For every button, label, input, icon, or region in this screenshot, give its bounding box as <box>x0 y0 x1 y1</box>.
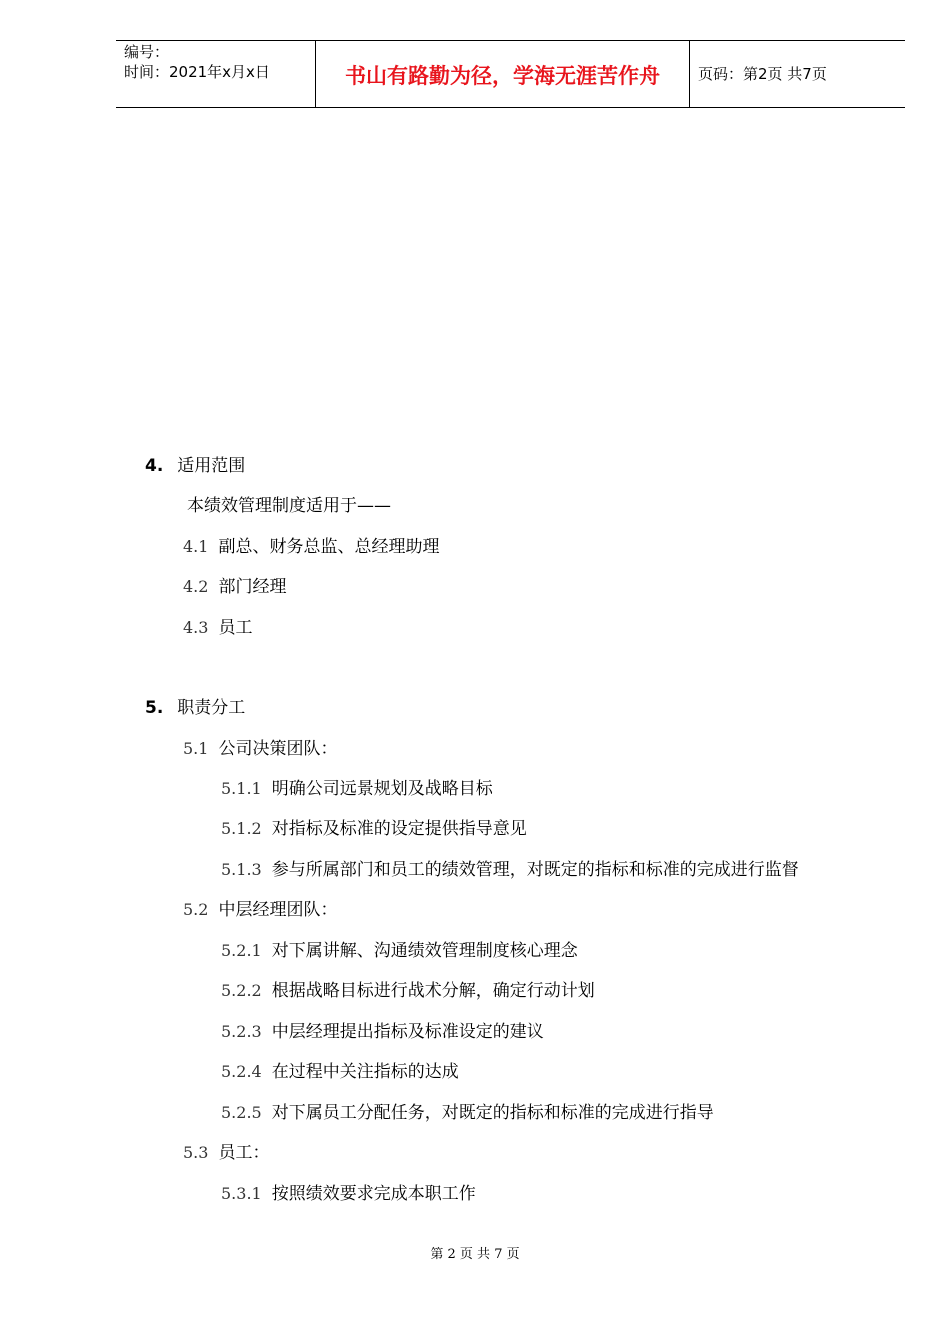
item-text: 对指标及标准的设定提供指导意见 <box>271 819 527 839</box>
item-text: 明确公司远景规划及战略目标 <box>271 779 493 799</box>
item-text: 根据战略目标进行战术分解，确定行动计划 <box>271 981 595 1001</box>
item-number: 5.2.1 <box>221 941 262 960</box>
subsection-heading <box>183 738 337 760</box>
section-4-heading <box>145 455 245 477</box>
item-text: 对下属员工分配任务，对既定的指标和标准的完成进行指导 <box>271 1103 714 1123</box>
motto-text: 书山有路勤为径，学海无涯苦作舟 <box>345 63 660 88</box>
item-text: 副总、财务总监、总经理助理 <box>218 537 440 557</box>
list-item <box>183 536 439 558</box>
item-number: 5.2.5 <box>221 1103 262 1122</box>
item-text: 参与所属部门和员工的绩效管理，对既定的指标和标准的完成进行监督 <box>271 860 799 880</box>
item-text: 部门经理 <box>218 577 287 597</box>
header-page-cell <box>690 41 905 107</box>
list-item <box>183 617 252 639</box>
item-number: 5.3.1 <box>221 1184 262 1203</box>
list-item <box>221 1021 544 1043</box>
section-title: 适用范围 <box>177 456 246 476</box>
item-number: 4.3 <box>183 618 209 637</box>
page-footer: 第 2 页 共 7 页 <box>430 1247 520 1262</box>
item-number: 5.2.3 <box>221 1022 262 1041</box>
item-number: 5.1 <box>183 739 209 758</box>
item-text: 按照绩效要求完成本职工作 <box>271 1184 476 1204</box>
list-item <box>221 859 799 881</box>
section-number: 5. <box>145 698 164 718</box>
list-item <box>221 1183 476 1205</box>
list-item <box>221 1061 459 1083</box>
list-item <box>221 940 578 962</box>
header-meta-cell <box>116 41 316 107</box>
item-text: 员工 <box>218 618 253 638</box>
item-text: 公司决策团队： <box>218 739 338 759</box>
item-number: 5.2.2 <box>221 981 262 1000</box>
item-text: 对下属讲解、沟通绩效管理制度核心理念 <box>271 941 578 961</box>
item-number: 4.2 <box>183 577 209 596</box>
item-number: 4.1 <box>183 537 209 556</box>
item-number: 5.2.4 <box>221 1062 262 1081</box>
list-item <box>221 1102 714 1124</box>
section-title: 职责分工 <box>177 698 246 718</box>
document-number-label: 编号： <box>124 43 170 61</box>
subsection-heading <box>183 1142 269 1164</box>
subsection-heading <box>183 899 337 921</box>
header-page-info: 页码：第2页 共7页 <box>698 65 827 83</box>
list-item <box>221 778 493 800</box>
list-item <box>221 980 595 1002</box>
item-text: 中层经理团队： <box>218 900 338 920</box>
item-text: 在过程中关注指标的达成 <box>271 1062 459 1082</box>
list-item <box>183 576 286 598</box>
header-motto-cell <box>316 41 690 107</box>
section-4-intro: 本绩效管理制度适用于—— <box>187 496 391 516</box>
item-text: 员工： <box>218 1143 270 1163</box>
item-number: 5.1.2 <box>221 819 262 838</box>
item-number: 5.2 <box>183 900 209 919</box>
item-number: 5.1.1 <box>221 779 262 798</box>
list-item <box>221 818 527 840</box>
page-header <box>116 40 905 108</box>
section-5-heading <box>145 697 245 719</box>
item-number: 5.1.3 <box>221 860 262 879</box>
section-number: 4. <box>145 456 164 476</box>
item-text: 中层经理提出指标及标准设定的建议 <box>271 1022 544 1042</box>
document-date-label: 时间：2021年x月x日 <box>124 63 270 81</box>
item-number: 5.3 <box>183 1143 209 1162</box>
